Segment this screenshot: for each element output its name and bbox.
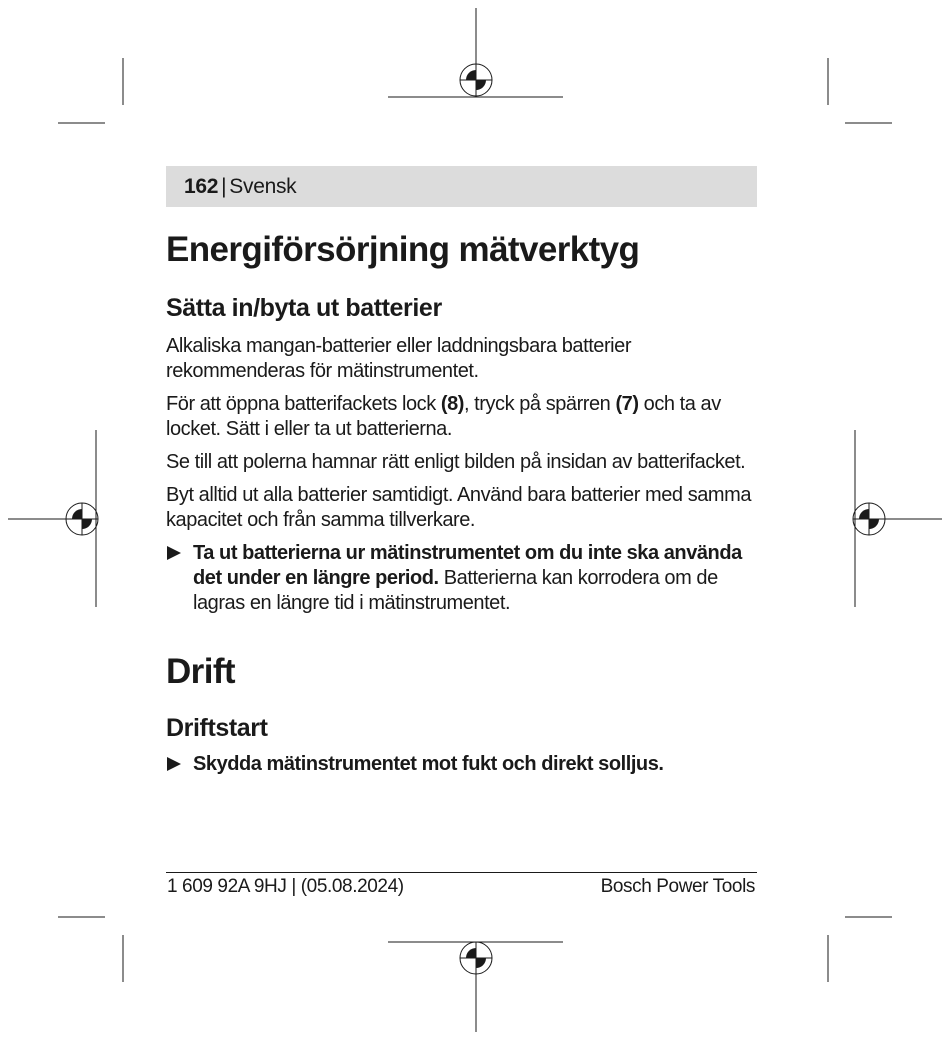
paragraph-battery-cover [166, 392, 761, 442]
warning-bold-text: Ta ut batterierna ur mätinstrumentet om du inte ska använda det under en längre period. [193, 542, 742, 589]
page-header [184, 175, 296, 199]
subsection-title-batteries: Sätta in/byta ut batterier [166, 294, 442, 322]
paragraph-replace-all: Byt alltid ut alla batterier samtidigt. Använd bara batterier med samma kapacitet och från samma tillverkare. [166, 484, 752, 531]
page-header-bar [166, 166, 757, 207]
warning-remove-batteries [166, 541, 761, 616]
footer-brand: Bosch Power Tools [600, 876, 755, 897]
footer-rule [166, 872, 757, 873]
para2-text-b: , tryck på spärren [463, 393, 616, 415]
section-title-operation: Drift [166, 652, 235, 691]
warning-triangle-icon [167, 546, 181, 560]
header-separator: | [221, 175, 227, 198]
ref-latch: (7) [615, 393, 639, 415]
warning-moisture-text: Skydda mätinstrumentet mot fukt och direkt solljus. [193, 753, 664, 775]
para2-text-a: För att öppna batterifackets lock [166, 393, 441, 415]
footer-document-number: 1 609 92A 9HJ | (05.08.2024) [167, 876, 404, 897]
warning-moisture [166, 752, 761, 777]
ref-battery-cover: (8) [440, 393, 464, 415]
header-language: Svensk [229, 175, 297, 198]
warning-triangle-icon [167, 757, 181, 771]
page-number: 162 [184, 175, 219, 198]
warning-normal-text: Batterierna kan korrodera om de lagras en längre tid i mätinstrumentet. [193, 567, 718, 614]
paragraph-battery-types: Alkaliska mangan-batterier eller laddningsbara batterier rekommenderas för mätinstrumentet. [166, 335, 632, 382]
paragraph-polarity: Se till att polerna hamnar rätt enligt bilden på insidan av batterifacket. [166, 451, 746, 473]
page-content [166, 228, 761, 777]
para2-text-c: och ta av locket. Sätt i eller ta ut batterierna. [166, 393, 721, 440]
section-title-energy: Energiförsörjning mätverktyg [166, 230, 640, 269]
subsection-title-startup: Driftstart [166, 714, 268, 742]
